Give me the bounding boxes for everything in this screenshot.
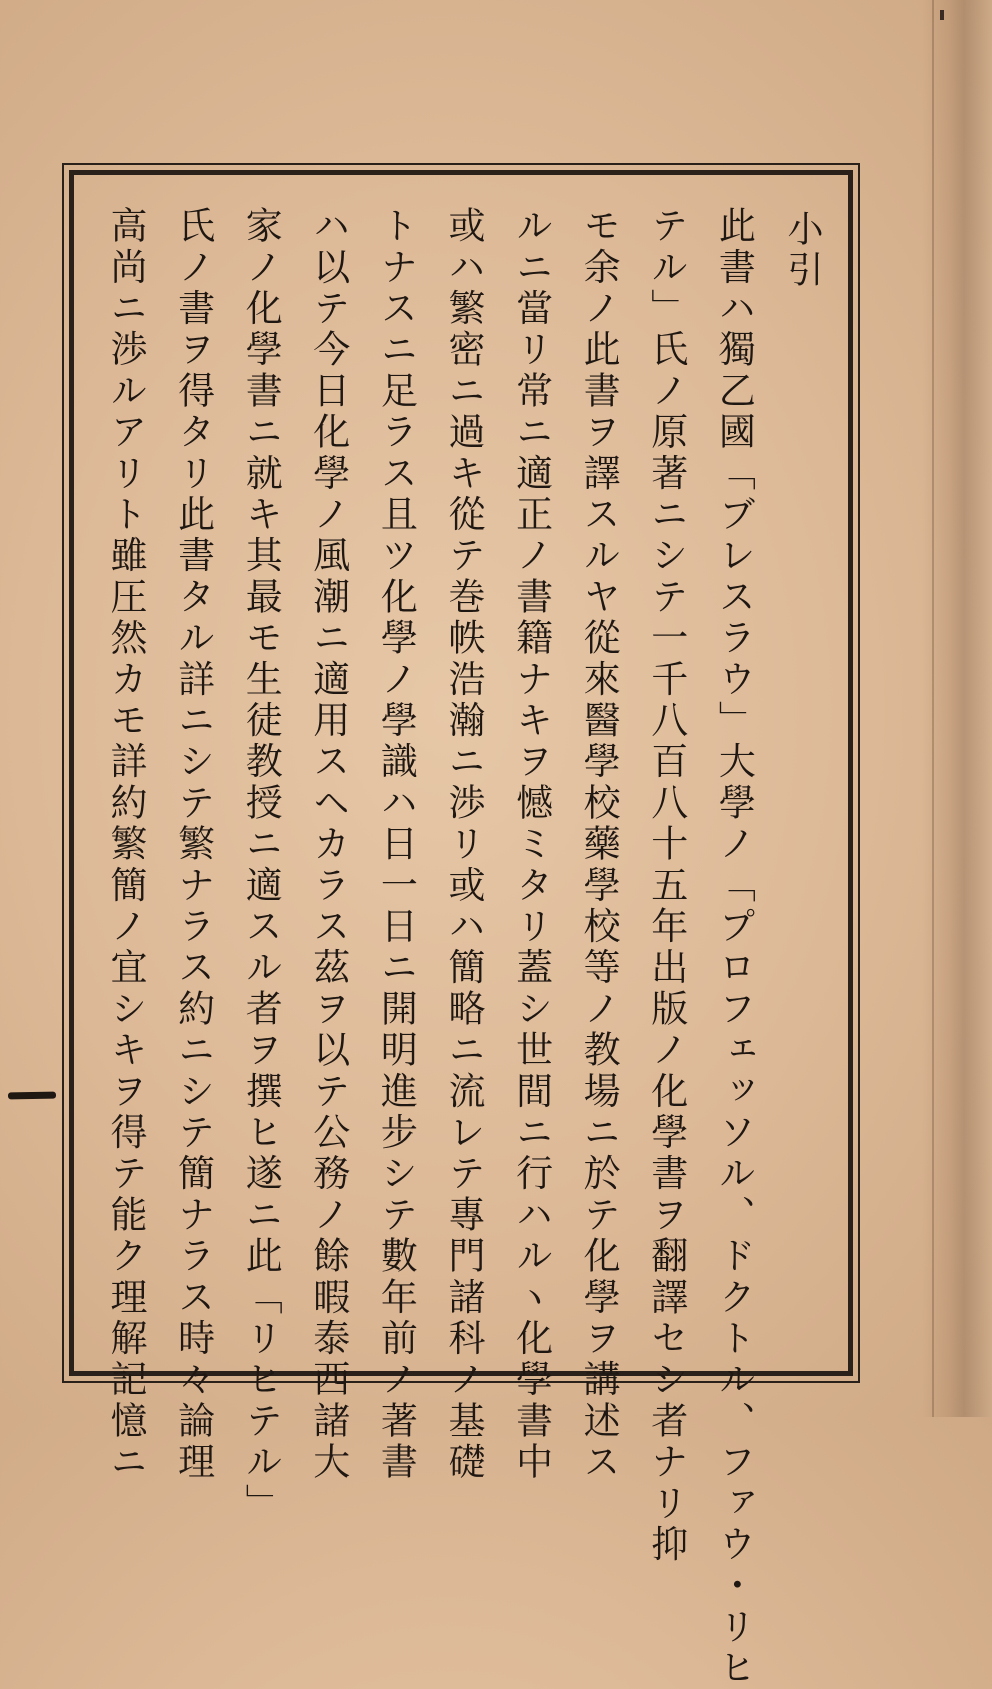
- page-number-text: [8, 1092, 9, 1093]
- text-column-5: 或ハ繁密ニ過キ從テ巻帙浩瀚ニ渉リ或ハ簡略ニ流レテ專門諸科ノ基礎: [441, 206, 485, 1484]
- edge-mark: [940, 10, 944, 20]
- section-heading: 小引: [781, 210, 823, 291]
- text-column-8: 家ノ化學書ニ就キ其最モ生徒教授ニ適スル者ヲ撰ヒ遂ニ此「リヒテル」: [239, 206, 283, 1525]
- page-fold-line: [932, 0, 934, 1417]
- text-column-10: 高尚ニ渉ルアリト雖圧然カモ詳約繁簡ノ宜シキヲ得テ能ク理解記憶ニ: [104, 206, 147, 1484]
- vertical-text-block: [100, 206, 823, 1689]
- text-column-6: トナスニ足ラス且ツ化學ノ學識ハ日一日ニ開明進步シテ數年前ノ著書: [374, 206, 418, 1484]
- text-column-4: ルニ當リ常ニ適正ノ書籍ナキヲ憾ミタリ蓋シ世間ニ行ハルヽ化學書中: [509, 206, 553, 1484]
- text-column-7: ハ以テ今日化學ノ風潮ニ適用スヘカラス茲ヲ以テ公務ノ餘暇泰西諸大: [306, 206, 350, 1484]
- text-column-3: モ余ノ此書ヲ譯スルヤ從來醫學校藥學校等ノ教場ニ於テ化學ヲ講述ス: [577, 206, 621, 1484]
- page-number: [8, 1092, 56, 1100]
- text-column-1: 此書ハ獨乙國「ブレスラウ」大學ノ「プロフェッソル、ドクトル、ファウ・リヒ: [712, 206, 756, 1689]
- text-column-9: 氏ノ書ヲ得タリ此書タル詳ニシテ繁ナラス約ニシテ簡ナラス時々論理: [171, 206, 215, 1484]
- text-column-2: テル」氏ノ原著ニシテ一千八百八十五年出版ノ化學書ヲ翻譯セシ者ナリ抑: [644, 206, 688, 1566]
